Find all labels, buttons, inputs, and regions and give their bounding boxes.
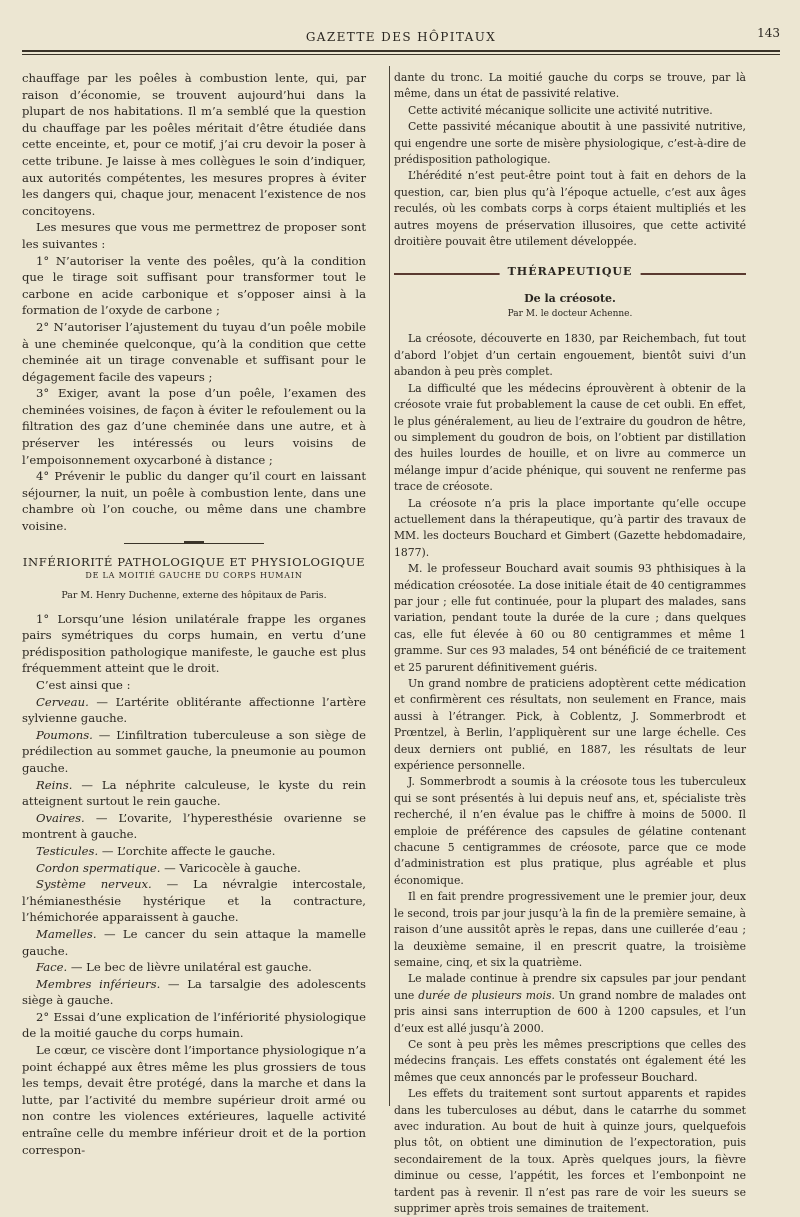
- list-item: [22, 876, 366, 926]
- list-item: [22, 926, 366, 959]
- paragraph: Le cœur, ce viscère dont l’importance physiologique n’a point échappé aux êtres même les plus grossiers de tous les temps, devait être protégé, dans la marche et dans la lutte, par l’activité du membre supérieur droit armé ou non contre les violences extérieures, laquelle activité entraîne celle du membre inférieur droit et de la portion correspon-: [22, 1043, 366, 1157]
- journal-title: GAZETTE DES HÔPITAUX: [305, 30, 497, 44]
- paragraph: [394, 971, 746, 1037]
- byline: Par M. Henry Duchenne, externe des hôpitaux de Paris.: [61, 589, 327, 601]
- list-item: [22, 727, 366, 777]
- section-subtitle: DE LA MOITIÉ GAUCHE DU CORPS HUMAIN: [85, 570, 303, 580]
- text-span: Un grand nombre de malades ont pris ainsi sans interruption de 600 à 1200 capsules, et l’un d’eux est allé jusqu’à 2000.: [394, 988, 746, 1035]
- paragraph: Cette activité mécanique sollicite une activité nutritive.: [408, 103, 713, 117]
- column-divider: [389, 66, 390, 1106]
- paragraph: Les mesures que vous me permettrez de proposer sont les suivantes :: [22, 220, 366, 251]
- paragraph: La difficulté que les médecins éprouvèrent à obtenir de la créosote vraie fut probablement la cause de cet oubli. En effet, le plus généralement, au lieu de l’extraire du goudron de hêtre, ou simplement du goudron de bois, on l’obtient par distillation des huiles lourdes de houille, et on livre au commerce un mélange impur d’acide phénique, qui souvent ne renferme pas trace de créosote.: [394, 381, 746, 494]
- item-text: — Le bec de lièvre unilatéral est gauche.: [67, 960, 312, 975]
- list-item: [22, 959, 366, 976]
- item-label: Face.: [36, 960, 68, 975]
- item-label: Cerveau.: [36, 694, 89, 709]
- item-label: Membres inférieurs.: [36, 976, 161, 991]
- list-item: [22, 777, 366, 810]
- item-label: Reins.: [36, 777, 73, 792]
- item-text: — Le cancer du sein attaque la mamelle gauche.: [22, 926, 366, 958]
- item-text: — La tarsalgie des adolescents siège à gauche.: [22, 976, 366, 1008]
- divider-ornament: [124, 543, 264, 547]
- section-banner: [394, 264, 746, 282]
- item-label: Mamelles.: [36, 926, 97, 941]
- paragraph: 2° N’autoriser l’ajustement du tuyau d’un poêle mobile à une cheminée quelconque, qu’à la condition que cette cheminée ait un tirage convenable et suffisant pour le dégagement facile des vapeurs ;: [22, 319, 366, 384]
- text-span: Le malade continue à prendre six capsules par jour pendant une: [394, 972, 746, 1002]
- paragraph: 1° N’autoriser la vente des poêles, qu’à la condition que le tirage soit suffisant pour transformer tout le carbone en acide carbonique et s’opposer ainsi à la formation de l’oxyde de carbone ;: [22, 253, 366, 318]
- item-text: — La névralgie intercostale, l’hémianesthésie hystérique et la contracture, l’hémichorée apparaissent à gauche.: [22, 877, 366, 925]
- item-label: Système nerveux.: [36, 877, 152, 892]
- item-text: — L’orchite affecte le gauche.: [98, 843, 276, 858]
- paragraph: L’hérédité n’est peut-être point tout à fait en dehors de la question, car, bien plus qu’à l’époque actuelle, c’est aux âges reculés, où les combats corps à corps étaient multipliés et les autres moyens de préservation illusoires, que cette activité droitière pouvait être utilement développée.: [394, 169, 746, 249]
- paragraph: Cette passivité mécanique aboutit à une passivité nutritive, qui engendre une sorte de misère physiologique, c’est-à-dire de prédisposition pathologique.: [394, 120, 746, 167]
- item-text: — Varicocèle à gauche.: [160, 860, 301, 875]
- paragraph: 2° Essai d’une explication de l’infériorité physiologique de la moitié gauche du corps humain.: [22, 1009, 366, 1041]
- paragraph: 1° Lorsqu’une lésion unilatérale frappe les organes pairs symétriques du corps humain, en vertu d’une prédisposition pathologique manifeste, le gauche est plus fréquemment atteint que le droit.: [22, 611, 366, 676]
- paragraph: 3° Exiger, avant la pose d’un poêle, l’examen des cheminées voisines, de façon à éviter le refoulement ou la filtration des gaz d’une cheminée dans une autre, et à préserver les intéressés ou leurs voisins de l’empoisonnement oxycarboné à distance ;: [22, 386, 366, 467]
- item-label: Ovaires.: [36, 810, 85, 825]
- list-item: [22, 860, 366, 877]
- paragraph: chauffage par les poêles à combustion lente, qui, par raison d’économie, se trouvent aujourd’hui dans la plupart de nos habitations. Il m’a semblé que la question du chauffage par les poêles méritait d’être étudiée dans cette enceinte, et, pour ce motif, j’ai cru devoir la poser à cette tribune. Je laisse à mes collègues le soin d’indiquer, aux autorités compétentes, les mesures propres à éviter les dangers qui, chaque jour, menacent l’existence de nos concitoyens.: [22, 71, 366, 218]
- paragraph: 4° Prévenir le public du danger qu’il court en laissant séjourner, la nuit, un poêle à combustion lente, dans une chambre où l’on couche, ou même dans une chambre voisine.: [22, 469, 366, 534]
- article-byline: Par M. le docteur Achenne.: [507, 309, 633, 320]
- item-text: — L’artérite oblitérante affectionne l’artère sylvienne gauche.: [22, 694, 366, 726]
- item-label: Poumons.: [36, 727, 93, 742]
- paragraph: Il en fait prendre progressivement une le premier jour, deux le second, trois par jour jusqu’à la fin de la première semaine, à raison d’une aussitôt après le repas, dans une cuillerée d’eau ; la deuxième semaine, il en prescrit quatre, la troisième semaine, cinq, et six la quatrième.: [394, 890, 746, 969]
- paragraph: Ce sont à peu près les mêmes prescriptions que celles des médecins français. Les effets constatés ont également été les mêmes que ceux annoncés par le professeur Bouchard.: [394, 1037, 746, 1084]
- paragraph: Les effets du traitement sont surtout apparents et rapides dans les tuberculoses au début, dans le catarrhe du sommet avec induration. Au bout de huit à quinze jours, quelquefois plus tôt, on obtient une diminution de l’expectoration, puis secondairement de la toux. Après quelques jours, la fièvre diminue ou cesse, l’appétit, les forces et l’embonpoint ne tardent pas à revenir. Il n’est pas rare de voir les sueurs se supprimer après trois semaines de traitement.: [394, 1087, 746, 1215]
- item-text: — L’infiltration tuberculeuse a son siège de prédilection au sommet gauche, la pneumonie au poumon gauche.: [22, 727, 366, 775]
- page-header: [22, 26, 780, 48]
- article-title: De la créosote.: [524, 292, 616, 306]
- item-label: Cordon spermatique.: [36, 860, 161, 875]
- emphasis: durée de plusieurs mois.: [418, 988, 555, 1002]
- right-column: [394, 70, 746, 1217]
- paragraph: C’est ainsi que :: [36, 678, 131, 692]
- paragraph: La créosote n’a pris la place importante qu’elle occupe actuellement dans la thérapeutique, qu’à partir des travaux de MM. les docteurs Bouchard et Gimbert (Gazette hebdomadaire, 1877).: [394, 496, 746, 559]
- header-rule: [22, 50, 780, 52]
- paragraph: Un grand nombre de praticiens adoptèrent cette médication et confirmèrent ces résultats, non seulement en France, mais aussi à l’étranger. Pick, à Coblentz, J. Sommerbrodt et Prœntzel, à Berlin, l’appliquèrent sur une large échelle. Ces deux derniers ont publié, en 1887, les résultats de leur expérience personnelle.: [394, 677, 746, 773]
- item-text: — L’ovarite, l’hyperesthésie ovarienne se montrent à gauche.: [22, 810, 366, 842]
- page-number: 143: [757, 26, 780, 40]
- paragraph: dante du tronc. La moitié gauche du corps se trouve, par là même, dans un état de passivité relative.: [394, 71, 746, 101]
- paragraph: La créosote, découverte en 1830, par Reichembach, fut tout d’abord l’objet d’un certain engouement, bientôt suivi d’un abandon à peu près complet.: [394, 332, 746, 379]
- list-item: [22, 843, 366, 860]
- paragraph: M. le professeur Bouchard avait soumis 93 phthisiques à la médication créosotée. La dose initiale était de 40 centigrammes par jour ; elle fut continuée, pour la plupart des malades, sans variation, pendant toute la durée de la cure ; dans quelques cas, elle fut élevée à 60 ou 80 centigrammes et même 1 gramme. Sur ces 93 malades, 54 ont bénéficié de ce traitement et 25 parurent définitivement guéris.: [394, 562, 746, 674]
- left-column: [22, 70, 366, 1158]
- paragraph: J. Sommerbrodt a soumis à la créosote tous les tuberculeux qui se sont présentés à lui depuis neuf ans, et, spécialiste très recherché, il n’en évalue pas le chiffre à moins de 5000. Il emploie de préférence des capsules de gélatine contenant chacune 5 centigrammes de créosote, parce que ce mode d’administration est plus pratique, plus agréable et plus économique.: [394, 775, 746, 887]
- item-label: Testicules.: [36, 843, 99, 858]
- list-item: [22, 810, 366, 843]
- item-text: — La néphrite calculeuse, le kyste du rein atteignent surtout le rein gauche.: [22, 777, 366, 809]
- section-label: THÉRAPEUTIQUE: [500, 265, 641, 278]
- list-item: [22, 694, 366, 727]
- section-title: INFÉRIORITÉ PATHOLOGIQUE ET PHYSIOLOGIQUE: [22, 554, 366, 569]
- header-rule-thin: [22, 54, 780, 55]
- list-item: [22, 976, 366, 1009]
